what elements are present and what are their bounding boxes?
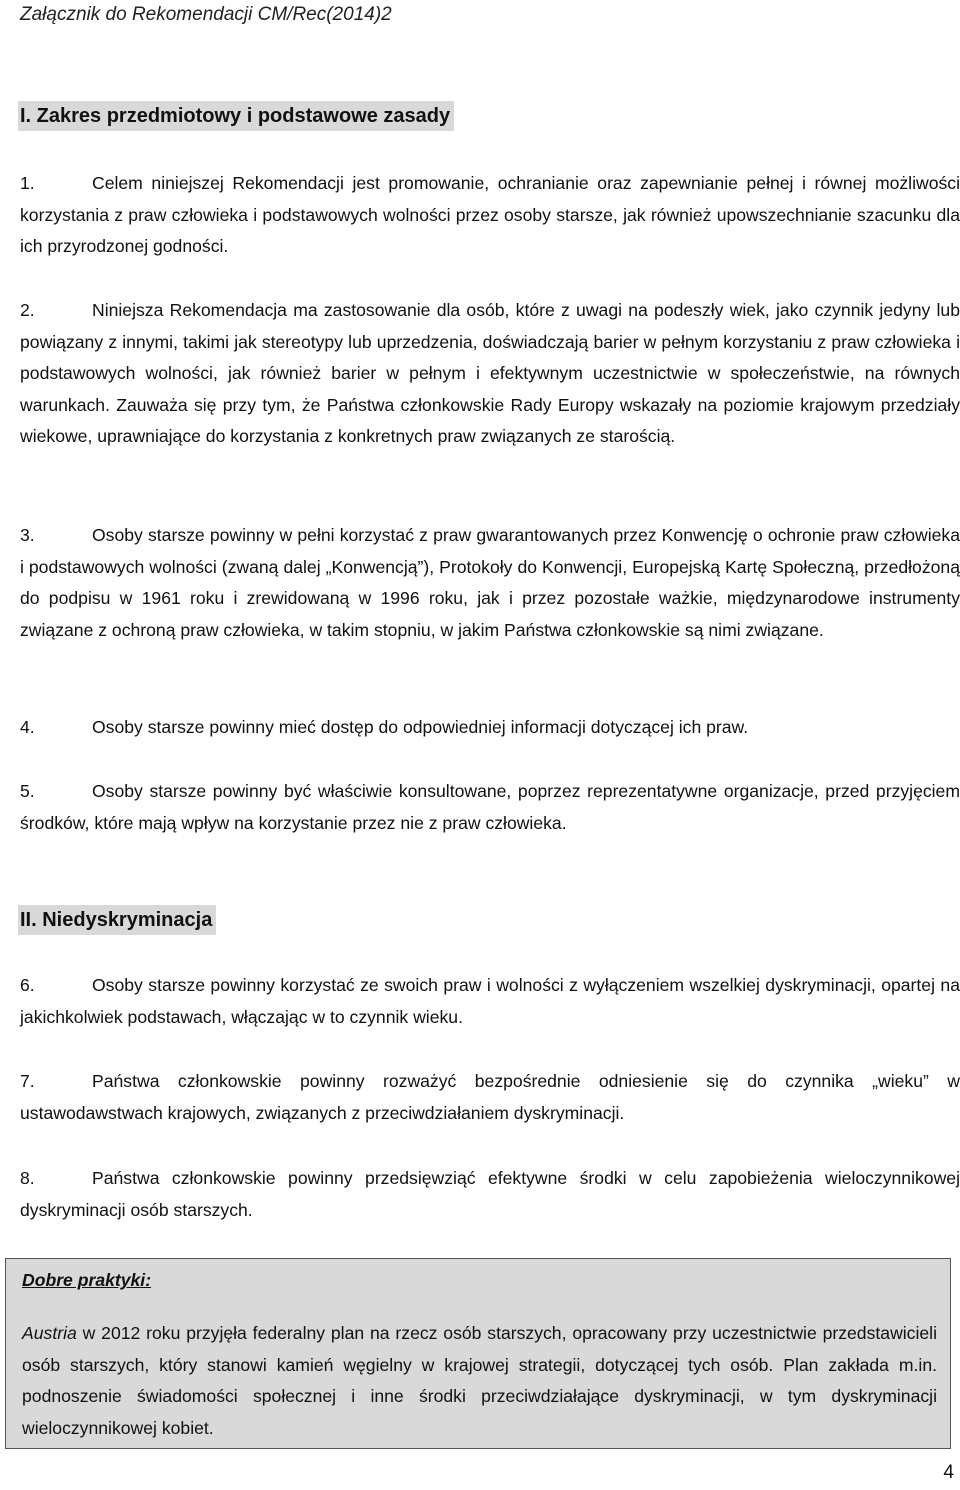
paragraph-number: 6. — [20, 975, 35, 995]
paragraph-6 — [20, 970, 960, 1033]
paragraph-text: Państwa członkowskie powinny rozważyć bezpośrednie odniesienie się do czynnika „wieku” w ustawodawstwach krajowych, związanych z przeciwdziałaniem dyskryminacji. — [20, 1071, 960, 1123]
paragraph-number: 1. — [20, 173, 35, 193]
section-heading-scope: I. Zakres przedmiotowy i podstawowe zasady — [18, 101, 454, 131]
paragraph-number: 8. — [20, 1168, 35, 1188]
paragraph-number: 2. — [20, 300, 35, 320]
paragraph-8 — [20, 1163, 960, 1226]
page-number: 4 — [943, 1462, 954, 1483]
paragraph-3 — [20, 520, 960, 646]
paragraph-text: Osoby starsze powinny być właściwie konsultowane, poprzez reprezentatywne organizacje, przed przyjęciem środków, które mają wpływ na korzystanie przez nie z praw człowieka. — [20, 781, 960, 833]
good-practice-country: Austria — [22, 1323, 77, 1343]
paragraph-2 — [20, 295, 960, 453]
section-heading-non-discrimination: II. Niedyskryminacja — [18, 905, 216, 935]
paragraph-number: 7. — [20, 1071, 35, 1091]
paragraph-number: 5. — [20, 781, 35, 801]
paragraph-1 — [20, 168, 960, 263]
paragraph-number: 4. — [20, 717, 35, 737]
paragraph-text: Osoby starsze powinny mieć dostęp do odpowiedniej informacji dotyczącej ich praw. — [92, 717, 749, 737]
paragraph-text: Osoby starsze powinny w pełni korzystać z praw gwarantowanych przez Konwencję o ochronie praw człowieka i podstawowych wolności (zwaną dalej „Konwencją”), Protokoły do Konwencji, Europejską Kartę Społeczną, przedłożoną do podpisu w 1961 roku i zrewidowaną w 1996 roku, jak i przez pozostałe ważkie, międzynarodowe instrumenty związane z ochroną praw człowieka, w takim stopniu, w jakim Państwa członkowskie są nimi związane. — [20, 525, 960, 640]
paragraph-text: Państwa członkowskie powinny przedsięwziąć efektywne środki w celu zapobieżenia wieloczynnikowej dyskryminacji osób starszych. — [20, 1168, 960, 1220]
paragraph-4 — [20, 712, 960, 744]
paragraph-7 — [20, 1066, 960, 1129]
paragraph-text: Celem niniejszej Rekomendacji jest promowanie, ochranianie oraz zapewnianie pełnej i równej możliwości korzystania z praw człowieka i podstawowych wolności przez osoby starsze, jak również upowszechnianie szacunku dla ich przyrodzonej godności. — [20, 173, 960, 256]
good-practice-box — [5, 1258, 951, 1449]
good-practice-text — [22, 1318, 937, 1444]
good-practice-body: w 2012 roku przyjęła federalny plan na rzecz osób starszych, opracowany przy uczestnictwie przedstawicieli osób starszych, który stanowi kamień węgielny w krajowej strategii, dotyczącej tych osób. Plan zakłada m.in. podnoszenie świadomości społecznej i inne środki przeciwdziałające dyskryminacji, w tym dyskryminacji wieloczynnikowej kobiet. — [22, 1323, 937, 1438]
paragraph-5 — [20, 776, 960, 839]
good-practice-title: Dobre praktyki: — [22, 1270, 152, 1290]
paragraph-text: Osoby starsze powinny korzystać ze swoich praw i wolności z wyłączeniem wszelkiej dyskryminacji, opartej na jakichkolwiek podstawach, włączając w to czynnik wieku. — [20, 975, 960, 1027]
paragraph-text: Niniejsza Rekomendacja ma zastosowanie dla osób, które z uwagi na podeszły wiek, jako czynnik jedyny lub powiązany z innymi, takimi jak stereotypy lub uprzedzenia, doświadczają barier w pełnym korzystaniu z praw człowieka i podstawowych wolności, jak również barier w pełnym i efektywnym uczestnictwie w społeczeństwie, na równych warunkach. Zauważa się przy tym, że Państwa członkowskie Rady Europy wskazały na poziomie krajowym przedziały wiekowe, uprawniające do korzystania z konkretnych praw związanych ze starością. — [20, 300, 960, 446]
document-header: Załącznik do Rekomendacji CM/Rec(2014)2 — [20, 4, 392, 25]
paragraph-number: 3. — [20, 525, 35, 545]
